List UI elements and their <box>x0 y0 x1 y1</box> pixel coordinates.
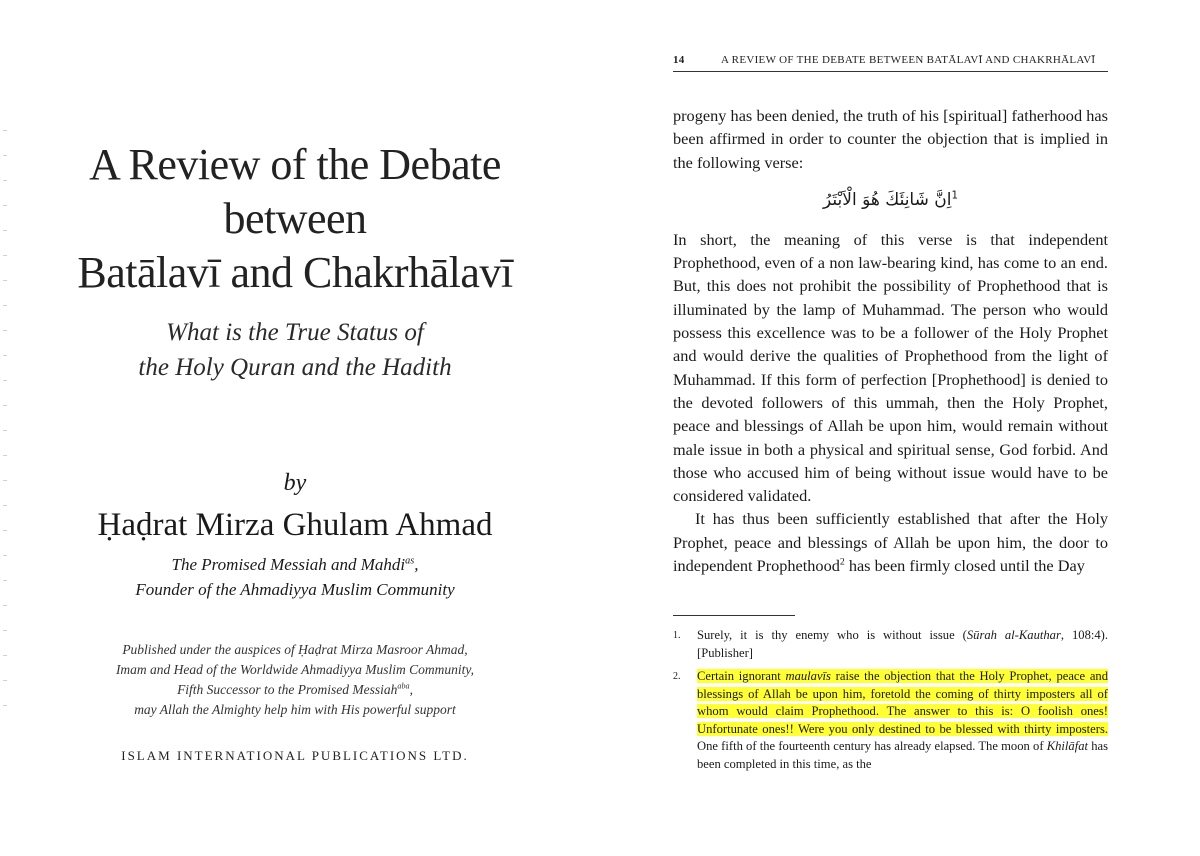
publisher-note-line-2: Imam and Head of the Worldwide Ahmadiyya Muslim Community, <box>115 662 475 677</box>
title-line-3: Batālavī and Chakrhālavī <box>77 248 513 297</box>
footnote-2-text: Certain ignorant maulavīs raise the objection that the Holy Prophet, peace and blessings of Allah be upon him, foretold the coming of thirty imposters all of whom would claim Prophethood. The answer to this is: O foolish ones! Unfortunate ones!! Were you only destined to be blessed with thirty imposters. One fifth of the fourteenth century has already elapsed. The moon of Khilāfat has been completed in this time, as the <box>697 669 1109 771</box>
publisher-note-sup: aba <box>397 681 410 691</box>
by-label: by <box>283 470 307 496</box>
page-number: 14 <box>673 54 685 66</box>
footnote-ref-1: 1 <box>951 190 958 202</box>
subtitle-line-2: the Holy Quran and the Hadith <box>138 354 452 381</box>
subtitle-line-1: What is the True Status of <box>166 319 424 346</box>
title-line-1: A Review of the Debate <box>89 140 501 189</box>
publisher-note-line-1: Published under the auspices of Ḥaḍrat Mirza Masroor Ahmad, <box>122 642 468 657</box>
arabic-verse-text: اِنَّ شَانِئَكَ هُوَ الْاَبْتَرُ <box>823 189 952 210</box>
gutter-marks <box>3 130 17 730</box>
title-line-2: between <box>223 194 367 243</box>
book-title <box>40 138 550 300</box>
publisher-name: ISLAM INTERNATIONAL PUBLICATIONS LTD. <box>121 748 469 763</box>
paragraph-1: progeny has been denied, the truth of his [spiritual] fatherhood has been affirmed in order to counter the objection that is implied in the following verse: <box>673 106 1108 172</box>
publisher-note-line-4: may Allah the Almighty help him with His powerful support <box>134 702 456 717</box>
footnote-2 <box>673 668 1108 773</box>
highlighted-text: Certain ignorant maulavīs raise the objection that the Holy Prophet, peace and blessings of Allah be upon him, foretold the coming of thirty imposters all of whom would claim Prophethood. The answer to this is: O foolish ones! Unfortunate ones!! Were you only destined to be blessed with thirty imposters. <box>697 669 1108 736</box>
footnote-ref-2: 2 <box>839 556 845 568</box>
author-titles <box>40 552 550 602</box>
arabic-verse <box>673 186 1108 214</box>
footnote-divider <box>673 615 795 616</box>
paragraph-2: In short, the meaning of this verse is that independent Prophethood, even of a non law-bearing kind, has come to an end. But, this does not prohibit the possibility of Prophethood that is illuminated by the lamp of Muhammad. The person who would possess this excellence was to be a follower of the Holy Prophet and would derive the qualities of Prophethood from the light of Muhammad. If this form of perfection [Prophethood] is denied to the devoted followers of this ummah, then the Holy Prophet, peace and blessings of Allah be upon him, would remain without male issue in both a physical and spiritual sense, God forbid. And those who accused him of being without issue would have to be considered validated. <box>673 229 1108 506</box>
author-title-1: The Promised Messiah and Mahdi$^{as}$, <box>171 555 419 574</box>
publisher-note-line-3: Fifth Successor to the Promised Messiah$^{aba}$, <box>177 681 413 697</box>
paragraph-3: It has thus been sufficiently established that after the Holy Prophet, peace and blessings of Allah be upon him, the door to independent Prophethood$^2$ has been firmly closed until the Day <box>673 509 1108 576</box>
footnotes <box>673 627 1108 779</box>
book-subtitle <box>40 315 550 385</box>
publisher-note <box>40 640 550 720</box>
footnote-1-text: Surely, it is thy enemy who is without issue (Sūrah al-Kauthar, 108:4). [Publisher] <box>697 628 1109 660</box>
footnote-1-number: 1. <box>673 630 681 641</box>
author-title-2: Founder of the Ahmadiyya Muslim Community <box>135 580 455 599</box>
author-name: Ḥaḍrat Mirza Ghulam Ahmad <box>97 507 493 543</box>
running-head <box>673 54 1108 72</box>
body-text <box>673 104 1108 577</box>
text-page <box>600 0 1200 856</box>
author-title-1-sup: as <box>405 555 415 567</box>
footnote-1 <box>673 627 1108 662</box>
footnote-2-number: 2. <box>673 671 681 682</box>
running-head-title: A REVIEW OF THE DEBATE BETWEEN BATĀLAVĪ AND CHAKRHĀLAVĪ <box>721 54 1096 66</box>
